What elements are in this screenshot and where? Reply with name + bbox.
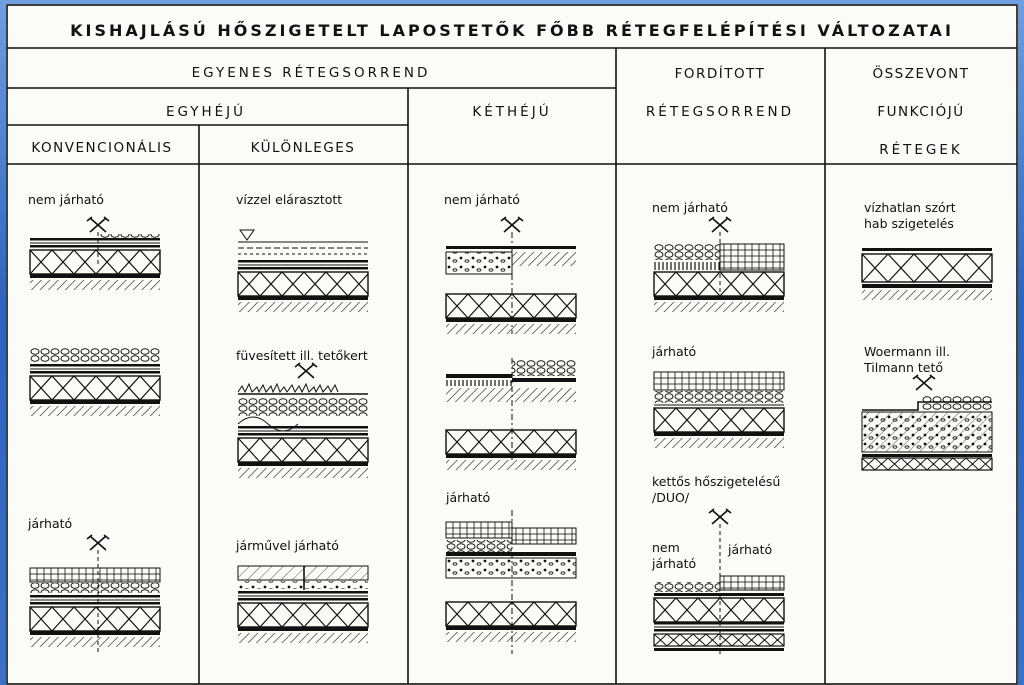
walk-icon: [501, 217, 523, 232]
konv-kavicsos: [30, 348, 160, 416]
ket-nem-jarhato: [444, 192, 576, 334]
header-funkcioju: FUNKCIÓJÚ: [877, 104, 965, 120]
header-kethejju: KÉTHÉJÚ: [472, 104, 552, 120]
label-ossz-3: Woermann ill.: [864, 344, 950, 359]
label-ford-duo-nem-2: járható: [652, 556, 697, 571]
walk-icon: [87, 217, 109, 232]
walk-icon: [913, 375, 935, 390]
label-kul-jarmuvel: járművel járható: [236, 538, 339, 553]
label-kul-vizzel: vízzel elárasztott: [236, 192, 343, 207]
konv-jarhato: [27, 516, 160, 654]
label-konv-jarhato: járható: [28, 516, 73, 531]
header-egyheju: EGYHÉJÚ: [165, 104, 247, 120]
kul-fuvesitett: [236, 348, 368, 478]
header-retegsorrend: RÉTEGSORREND: [645, 104, 795, 120]
label-konv-nem-jarhato: nem járható: [28, 192, 104, 207]
roof-layer-diagram: [6, 4, 1018, 685]
water-level-icon: [240, 230, 254, 240]
label-ossz-1: vízhatlan szórt: [864, 200, 956, 215]
walk-icon: [87, 535, 109, 550]
label-ford-jarhato: járható: [652, 344, 697, 359]
walk-icon: [295, 363, 317, 378]
label-ford-duo-jarhato: járható: [728, 542, 773, 557]
label-ford-duo-nem-1: nem: [652, 540, 680, 555]
page-title: KISHAJLÁSÚ HŐSZIGETELT LAPOSTETŐK FŐBB RÉTEGFELÉPÍTÉSI VÁLTOZATAI: [70, 21, 954, 40]
header-osszevont: ÖSSZEVONT: [872, 66, 970, 82]
ket-jarhato: [445, 490, 576, 654]
konv-nem-jarhato: [28, 192, 160, 290]
ford-jarhato: [651, 344, 784, 448]
walk-icon: [709, 509, 731, 524]
header-retegek: RÉTEGEK: [879, 142, 963, 158]
kul-vizzel: [236, 192, 368, 312]
kul-jarmuvel: [235, 538, 368, 643]
header-konvencionalis: KONVENCIONÁLIS: [31, 140, 173, 156]
ford-duo: [651, 474, 784, 654]
label-ossz-4: Tilmann tető: [864, 360, 943, 375]
label-ossz-2: hab szigetelés: [864, 216, 954, 231]
label-ford-nem-jarhato: nem járható: [652, 200, 728, 215]
walk-icon: [709, 217, 731, 232]
diagram-sheet: [6, 4, 1018, 685]
label-ford-duo-1: kettős hőszigetelésű: [652, 474, 781, 489]
ford-nem-jarhato: [652, 200, 784, 312]
ossz-woermann: [862, 344, 992, 470]
label-ford-duo-2: /DUO/: [652, 490, 690, 505]
label-kul-fuvesitett: füvesített ill. tetőkert: [236, 348, 368, 363]
ossz-szort-hab: [862, 200, 992, 300]
ket-kavicsos: [446, 358, 576, 470]
header-forditott: FORDÍTOTT: [674, 66, 766, 82]
header-kulonleges: KÜLÖNLEGES: [250, 140, 356, 156]
label-ket-nem-jarhato: nem járható: [444, 192, 520, 207]
header-egyenes: EGYENES RÉTEGSORREND: [191, 65, 431, 81]
label-ket-jarhato: járható: [446, 490, 491, 505]
